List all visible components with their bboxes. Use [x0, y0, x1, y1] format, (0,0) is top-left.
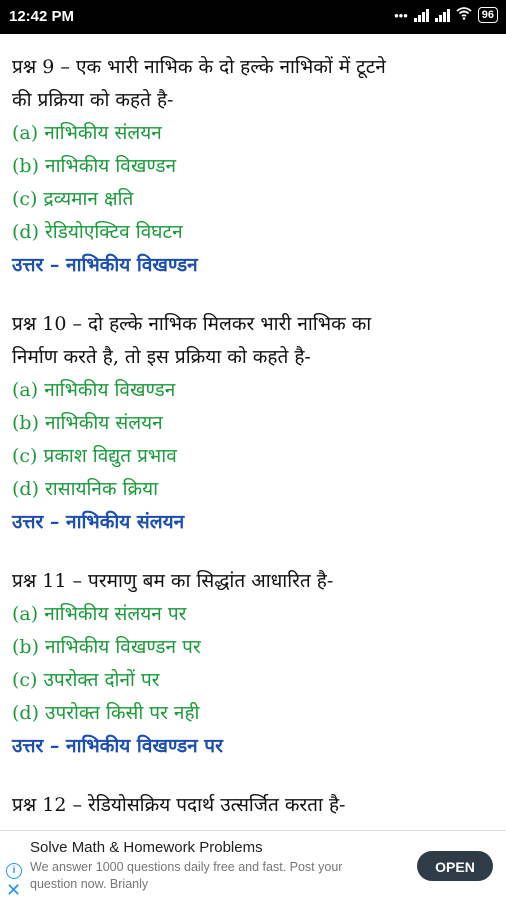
option-text: (b) नाभिकीय विखण्डन [12, 155, 177, 177]
more-dots-icon: ••• [394, 7, 408, 23]
answer-text: उत्तर – नाभिकीय विखण्डन [12, 254, 198, 276]
answer-text: उत्तर – नाभिकीय विखण्डन पर [12, 735, 223, 757]
option-text: (a) नाभिकीय विखण्डन [12, 379, 176, 401]
question-text: की प्रक्रिया को कहते है- [12, 89, 174, 111]
close-icon[interactable]: ✕ [6, 880, 22, 900]
status-bar [0, 0, 506, 34]
question-text: निर्माण करते है, तो इस प्रक्रिया को कहते है- [12, 346, 311, 368]
wifi-icon [456, 7, 472, 23]
option-text: (a) नाभिकीय संलयन पर [12, 603, 187, 625]
option-text: (b) नाभिकीय विखण्डन पर [12, 636, 201, 658]
status-icons [394, 7, 498, 23]
ad-banner[interactable] [0, 830, 506, 901]
answer-text: उत्तर – नाभिकीय संलयन [12, 511, 185, 533]
status-time: 12:42 PM [9, 8, 75, 25]
option-text: (c) द्रव्यमान क्षति [12, 188, 134, 210]
signal-icon [414, 8, 429, 22]
open-button[interactable]: OPEN [417, 851, 493, 881]
option-text: (d) रासायनिक क्रिया [12, 478, 159, 500]
option-text: (a) नाभिकीय संलयन [12, 122, 162, 144]
option-text: (c) प्रकाश विद्युत प्रभाव [12, 445, 177, 467]
signal-icon-2 [435, 8, 450, 22]
ad-title[interactable]: Solve Math & Homework Problems [30, 839, 263, 856]
option-text: (c) उपरोक्त दोनों पर [12, 669, 160, 691]
option-text: (d) रेडियोएक्टिव विघटन [12, 221, 183, 243]
option-text: (d) उपरोक्त किसी पर नही [12, 702, 200, 724]
question-text: प्रश्न 12 – रेडियोसक्रिय पदार्थ उत्सर्जित करता है- [12, 794, 346, 816]
battery-icon: 96 [478, 7, 498, 23]
question-text: प्रश्न 11 – परमाणु बम का सिद्धांत आधारित है- [12, 570, 334, 592]
option-text: (b) नाभिकीय संलयन [12, 412, 163, 434]
ad-description[interactable]: We answer 1000 questions daily free and fast. Post your question now. Brianly [30, 860, 343, 891]
question-text: प्रश्न 9 – एक भारी नाभिक के दो हल्के नाभिकों में टूटने [12, 56, 386, 78]
info-icon[interactable]: i [6, 863, 22, 879]
question-text: प्रश्न 10 – दो हल्के नाभिक मिलकर भारी नाभिक का [12, 313, 372, 335]
article-content[interactable] [0, 34, 506, 830]
